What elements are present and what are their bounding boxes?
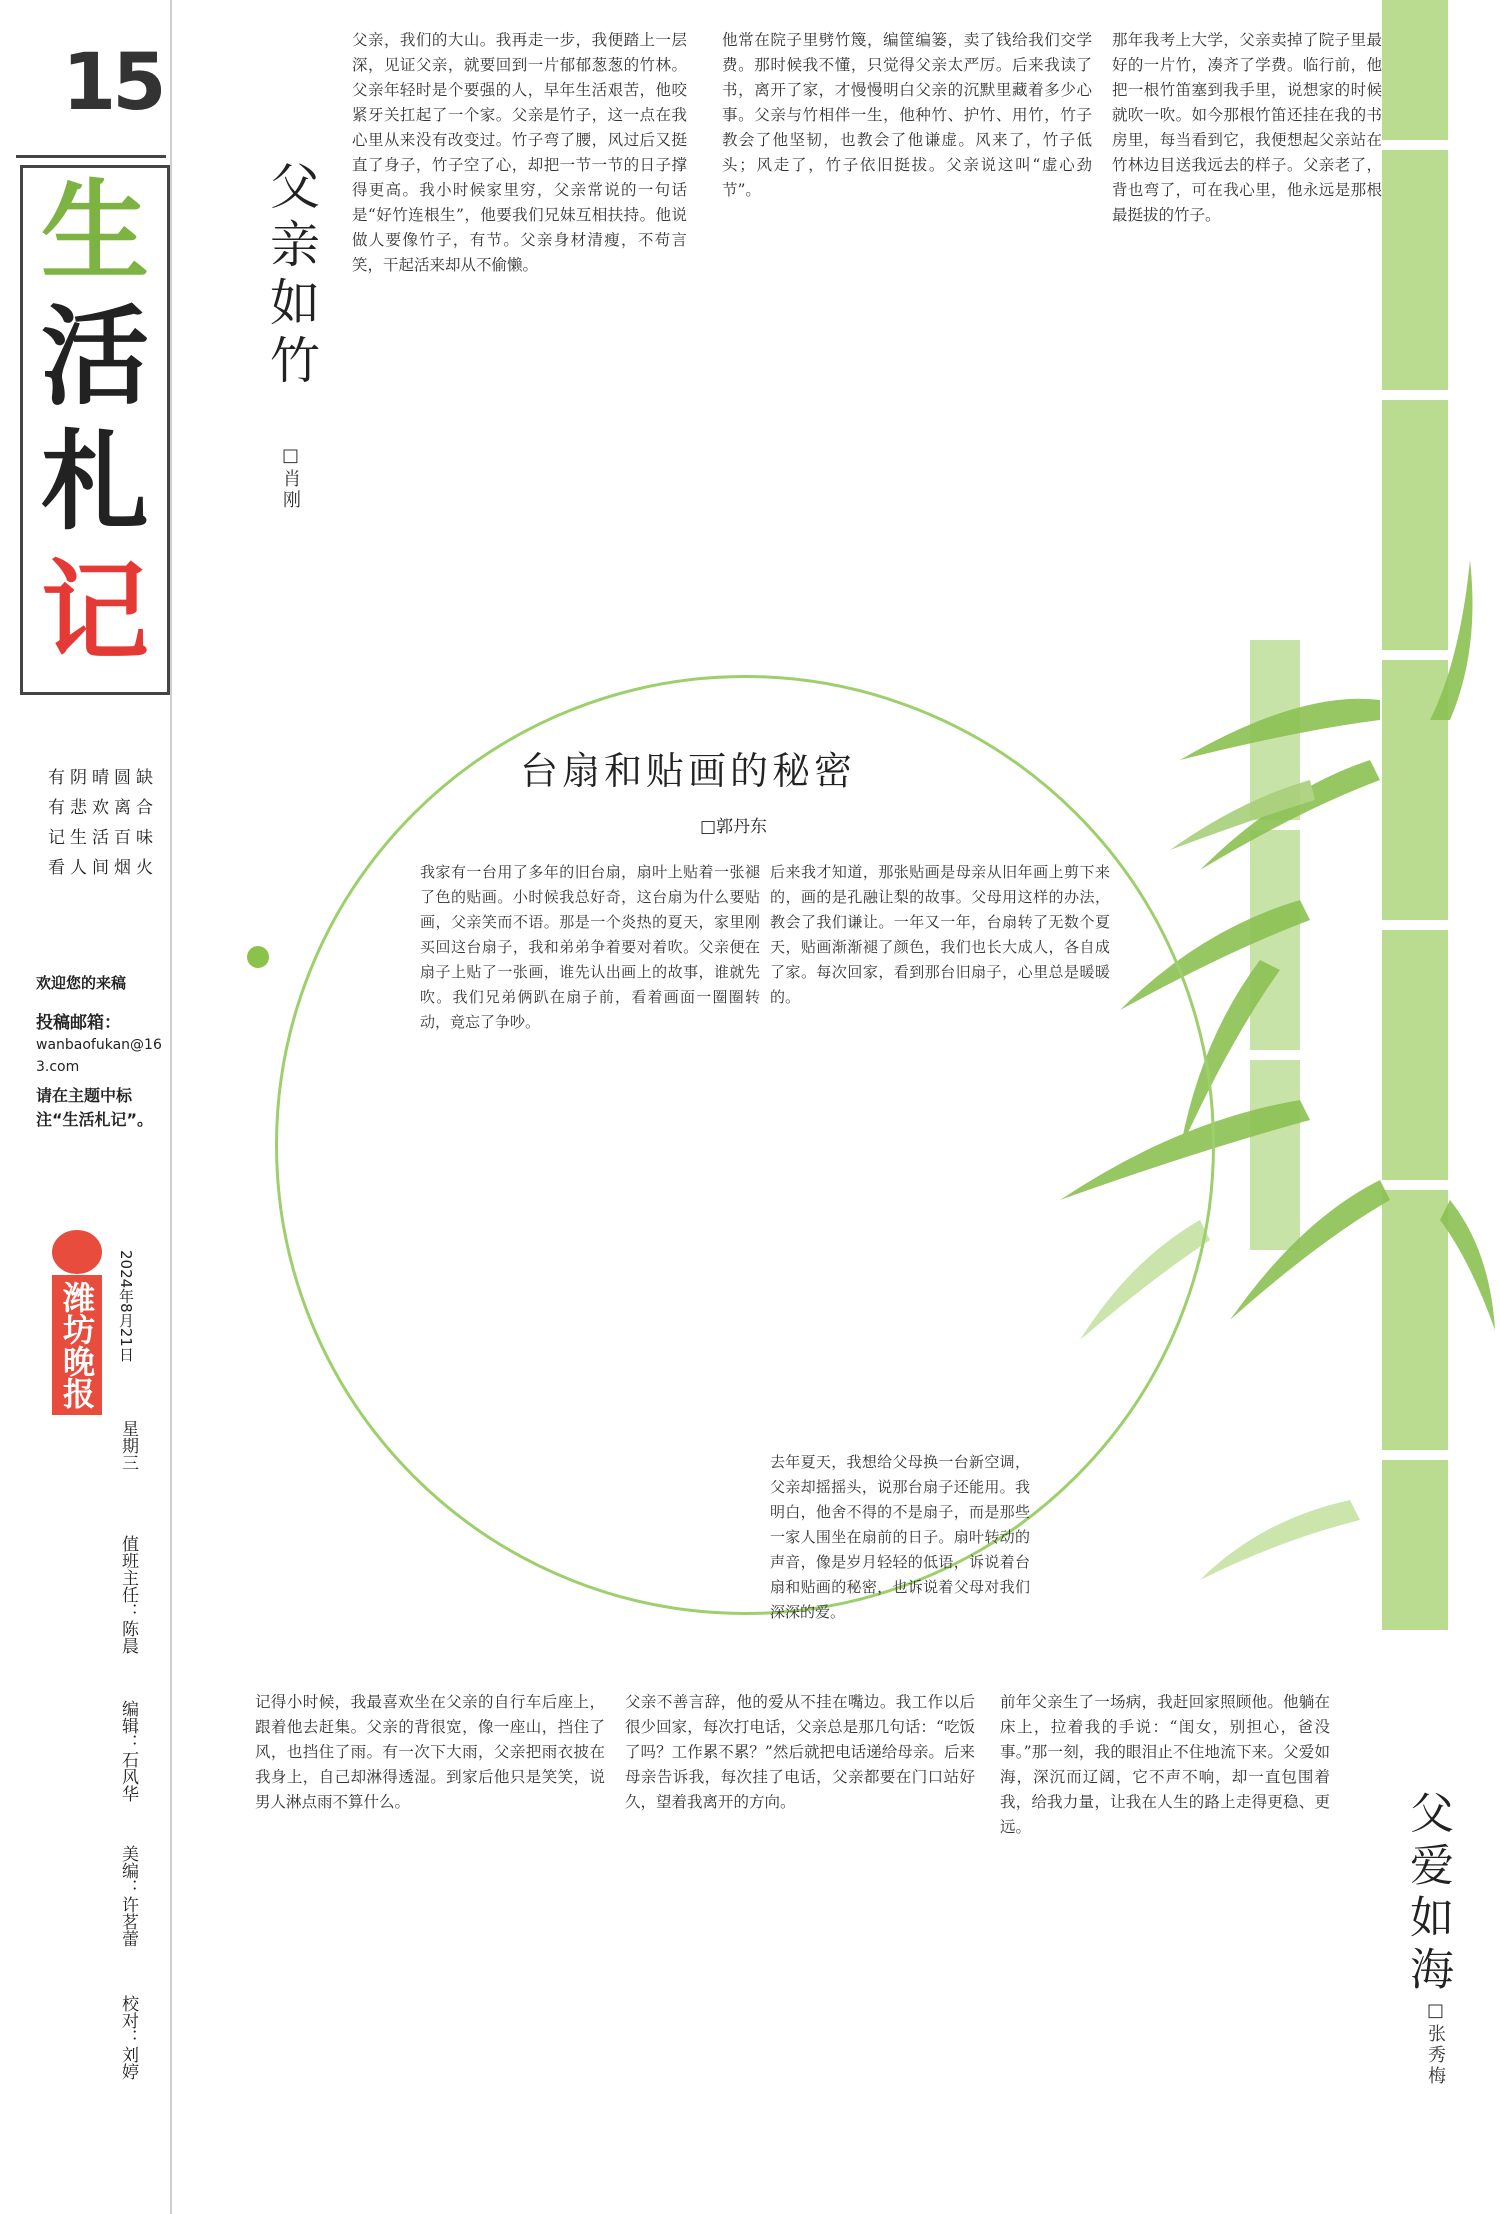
article-title: 父亲如竹 [262, 160, 320, 392]
article-author: □肖刚 [280, 445, 301, 511]
credit-line: 编辑：石风华 [118, 1700, 138, 1802]
email-link[interactable]: wanbaofukan@163.com [36, 1037, 162, 1075]
header-divider [16, 155, 166, 158]
article-body-column: 后来我才知道，那张贴画是母亲从旧年画上剪下来的，画的是孔融让梨的故事。父母用这样的办法，教会了我们谦让。一年又一年，台扇转了无数个夏天，贴画渐渐褪了颜色，我们也长大成人，各自成了家。每次回家，看到那台旧扇子，心里总是暖暖的。 [770, 863, 1110, 1006]
article-body-column: 前年父亲生了一场病，我赶回家照顾他。他躺在床上，拉着我的手说：“闺女，别担心，爸没事。”那一刻，我的眼泪止不住地流下来。父爱如海，深沉而辽阔，它不声不响，却一直包围着我，给我力量，让我在人生的路上走得更稳、更远。 [1000, 1693, 1330, 1836]
issue-date: 2024年8月21日 [117, 1250, 135, 1362]
page-number: 15 [62, 38, 163, 128]
column-title-char: 活 [40, 295, 149, 420]
column-title-char: 记 [40, 550, 149, 675]
motto-line: 有悲欢离合 [48, 798, 158, 818]
column-title-char: 札 [40, 420, 149, 545]
article-body-column: 父亲不善言辞，他的爱从不挂在嘴边。我工作以后很少回家，每次打电话，父亲总是那几句话：“吃饭了吗？工作累不累？”然后就把电话递给母亲。后来母亲告诉我，每次挂了电话，父亲都要在门口站好久，望着我离开的方向。 [625, 1693, 975, 1811]
article-author: □郭丹东 [700, 817, 768, 837]
paper-logo-icon [52, 1230, 102, 1274]
credit-line: 值班主任：陈晨 [118, 1535, 138, 1654]
article-author: □张秀梅 [1425, 2000, 1446, 2087]
welcome-text: 欢迎您的来稿 [36, 974, 127, 992]
motto-line: 记生活百味 [48, 828, 158, 848]
motto-line: 看人间烟火 [48, 858, 158, 878]
article-title: 父爱如海 [1402, 1790, 1453, 1998]
email-label: 投稿邮箱： [36, 1013, 121, 1033]
article-title: 台扇和贴画的秘密 [520, 749, 857, 793]
circle-accent-dot [247, 946, 269, 968]
article-body-column: 记得小时候，我最喜欢坐在父亲的自行车后座上，跟着他去赶集。父亲的背很宽，像一座山，挡住了风，也挡住了雨。有一次下大雨，父亲把雨衣披在我身上，自己却淋得透湿。到家后他只是笑笑，说男人淋点雨不算什么。 [255, 1693, 605, 1811]
motto-line: 有阴晴圆缺 [48, 768, 158, 788]
issue-weekday: 星期三 [118, 1420, 138, 1471]
column-title-char: 生 [40, 170, 149, 295]
article-body-column: 我家有一台用了多年的旧台扇，扇叶上贴着一张褪了色的贴画。小时候我总好奇，这台扇为什么要贴画，父亲笑而不语。那是一个炎热的夏天，家里刚买回这台扇子，我和弟弟争着要对着吹。父亲便在扇子上贴了一张画，谁先认出画上的故事，谁就先吹。我们兄弟俩趴在扇子前，看着画面一圈圈转动，竟忘了争吵。 [420, 863, 760, 1031]
article-body-column: 父亲，我们的大山。我再走一步，我便踏上一层深，见证父亲，就要回到一片郁郁葱葱的竹林。父亲年轻时是个要强的人，早年生活艰苦，他咬紧牙关扛起了一个家。父亲是竹子，这一点在我心里从来没有改变过。竹子弯了腰，风过后又挺直了身子，竹子空了心，却把一节一节的日子撑得更高。我小时候家里穷，父亲常说的一句话是“好竹连根生”，他要我们兄妹互相扶持。他说做人要像竹子，有节。父亲身材清瘦，不苟言笑，干起活来却从不偷懒。 [352, 31, 687, 274]
credit-line: 校对：刘婷 [118, 1995, 138, 2080]
article-body-column: 那年我考上大学，父亲卖掉了院子里最好的一片竹，凑齐了学费。临行前，他把一根竹笛塞到我手里，说想家的时候就吹一吹。如今那根竹笛还挂在我的书房里，每当看到它，我便想起父亲站在竹林边目送我远去的样子。父亲老了，背也弯了，可在我心里，他永远是那根最挺拔的竹子。 [1112, 31, 1382, 224]
left-column-divider [170, 0, 172, 2214]
submission-note: 请在主题中标注“生活札记”。 [36, 1086, 154, 1129]
paper-logo-text: 潍坊晚报 [52, 1275, 102, 1415]
article-body-column: 他常在院子里劈竹篾，编筐编篓，卖了钱给我们交学费。那时候我不懂，只觉得父亲太严厉。后来我读了书，离开了家，才慢慢明白父亲的沉默里藏着多少心事。父亲与竹相伴一生，他种竹、护竹、用竹，竹子教会了他坚韧，也教会了他谦虚。风来了，竹子低头；风走了，竹子依旧挺拔。父亲说这叫“虚心劲节”。 [722, 31, 1092, 199]
credit-line: 美编：许茗蕾 [118, 1845, 138, 1947]
article-body-column: 去年夏天，我想给父母换一台新空调，父亲却摇摇头，说那台扇子还能用。我明白，他舍不得的不是扇子，而是那些一家人围坐在扇前的日子。扇叶转动的声音，像是岁月轻轻的低语，诉说着台扇和贴画的秘密，也诉说着父母对我们深深的爱。 [770, 1453, 1030, 1621]
column-title-box [20, 165, 170, 695]
